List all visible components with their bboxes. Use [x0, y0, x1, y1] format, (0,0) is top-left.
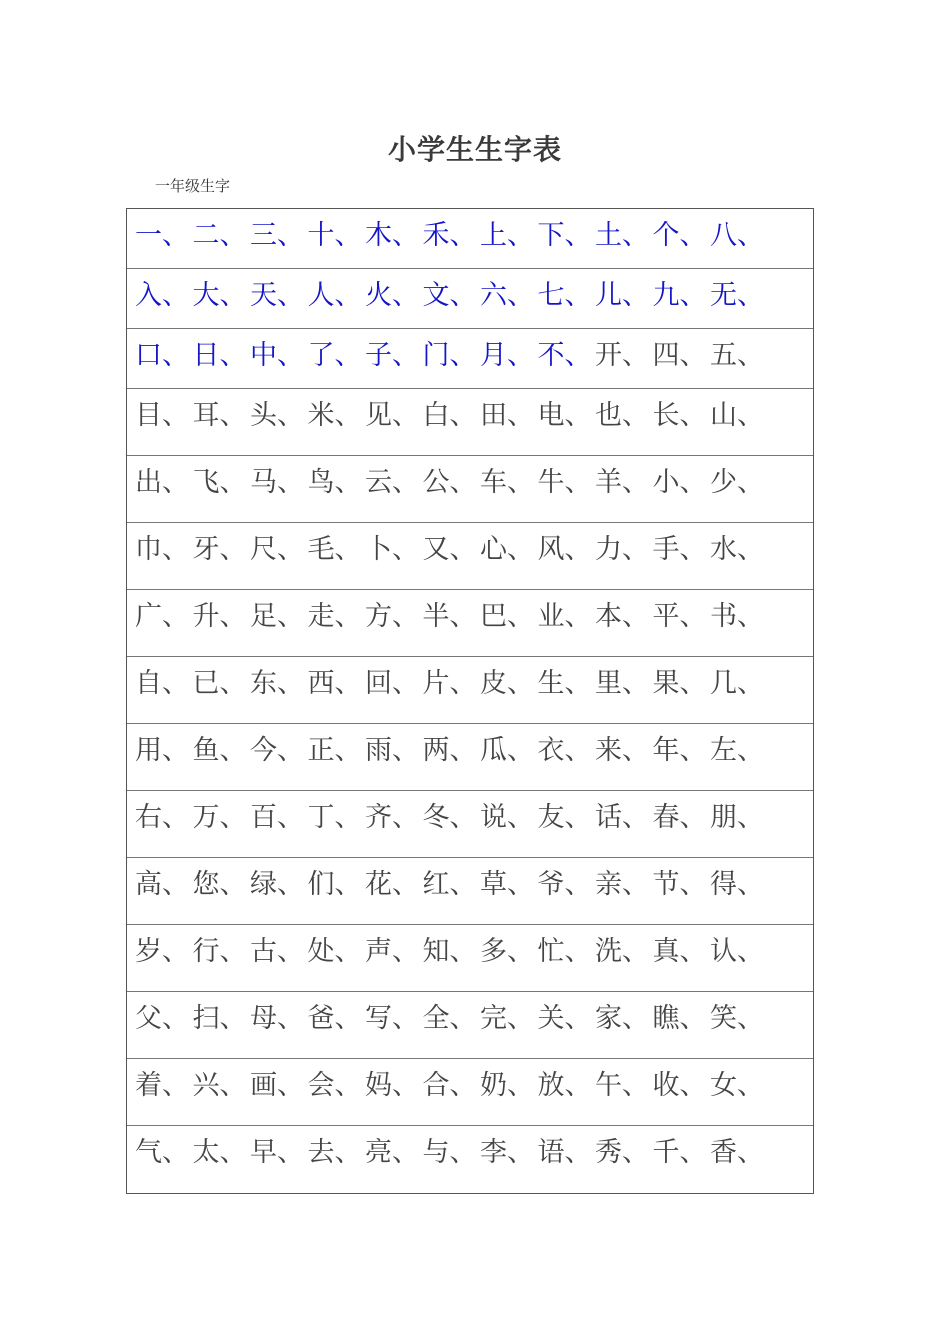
character-cell: 文、 [422, 280, 477, 311]
character-cell: 齐、 [365, 802, 419, 833]
character-cell: 绿、 [250, 869, 304, 900]
character-cell: 兴、 [192, 1070, 247, 1101]
table-row [127, 992, 813, 1059]
character-cell: 年、 [652, 735, 707, 766]
character-cell: 几、 [710, 668, 764, 699]
character-cell: 早、 [250, 1137, 304, 1168]
character-cell: 画、 [250, 1070, 304, 1101]
character-cell: 个、 [652, 220, 707, 251]
character-cell: 一、 [135, 220, 189, 251]
row-gray-chars [135, 732, 768, 770]
character-cell: 业、 [537, 601, 592, 632]
character-cell: 大、 [192, 280, 247, 311]
character-cell: 下、 [537, 220, 592, 251]
character-cell: 十、 [307, 220, 362, 251]
character-cell: 家、 [595, 1003, 649, 1034]
character-cell: 本、 [595, 601, 649, 632]
character-cell: 三、 [250, 220, 304, 251]
character-cell: 古、 [250, 936, 304, 967]
character-cell: 牛、 [537, 467, 592, 498]
character-cell: 得、 [710, 869, 764, 900]
character-cell: 洗、 [595, 936, 649, 967]
table-row [127, 1059, 813, 1126]
character-cell: 衣、 [537, 735, 592, 766]
character-cell: 土、 [595, 220, 649, 251]
character-cell: 人、 [307, 280, 362, 311]
character-cell: 羊、 [595, 467, 649, 498]
character-cell: 走、 [307, 601, 362, 632]
character-cell: 口、 [135, 340, 189, 371]
character-cell: 天、 [250, 280, 304, 311]
character-cell: 放、 [537, 1070, 592, 1101]
character-cell: 尺、 [250, 534, 304, 565]
character-cell: 鸟、 [307, 467, 362, 498]
table-row [127, 724, 813, 791]
character-cell: 开、 [595, 340, 649, 371]
character-cell: 知、 [422, 936, 477, 967]
character-cell: 鱼、 [192, 735, 247, 766]
row-blue-chars [135, 337, 595, 375]
table-row [127, 209, 813, 269]
character-cell: 马、 [250, 467, 304, 498]
character-cell: 瞧、 [652, 1003, 707, 1034]
character-cell: 车、 [480, 467, 534, 498]
character-cell: 飞、 [192, 467, 247, 498]
character-cell: 写、 [365, 1003, 419, 1034]
character-cell: 火、 [365, 280, 419, 311]
row-gray-chars [135, 1000, 768, 1038]
character-cell: 收、 [652, 1070, 707, 1101]
character-cell: 朋、 [710, 802, 764, 833]
character-cell: 七、 [537, 280, 592, 311]
character-cell: 忙、 [537, 936, 592, 967]
character-cell: 见、 [365, 400, 419, 431]
character-cell: 也、 [595, 400, 649, 431]
character-cell: 中、 [250, 340, 304, 371]
character-cell: 高、 [135, 869, 189, 900]
table-row [127, 791, 813, 858]
character-cell: 儿、 [595, 280, 649, 311]
character-cell: 爸、 [307, 1003, 362, 1034]
character-cell: 您、 [192, 869, 247, 900]
character-cell: 无、 [710, 280, 764, 311]
table-row [127, 925, 813, 992]
character-cell: 六、 [480, 280, 534, 311]
table-row [127, 269, 813, 329]
character-cell: 毛、 [307, 534, 362, 565]
character-cell: 妈、 [365, 1070, 419, 1101]
character-cell: 白、 [422, 400, 477, 431]
character-cell: 山、 [710, 400, 764, 431]
character-cell: 日、 [192, 340, 247, 371]
character-cell: 出、 [135, 467, 189, 498]
character-cell: 来、 [595, 735, 649, 766]
character-cell: 今、 [250, 735, 304, 766]
character-cell: 回、 [365, 668, 419, 699]
character-cell: 入、 [135, 280, 189, 311]
character-cell: 关、 [537, 1003, 592, 1034]
character-cell: 冬、 [422, 802, 477, 833]
row-blue-chars [135, 217, 768, 255]
character-cell: 牙、 [192, 534, 247, 565]
character-cell: 九、 [652, 280, 707, 311]
character-cell: 自、 [135, 668, 189, 699]
character-cell: 与、 [422, 1137, 477, 1168]
character-cell: 说、 [480, 802, 534, 833]
character-cell: 门、 [422, 340, 477, 371]
character-cell: 半、 [422, 601, 477, 632]
character-cell: 千、 [652, 1137, 707, 1168]
table-row [127, 590, 813, 657]
row-gray-chars [135, 531, 768, 569]
character-cell: 多、 [480, 936, 534, 967]
character-cell: 里、 [595, 668, 649, 699]
character-cell: 米、 [307, 400, 362, 431]
character-cell: 长、 [652, 400, 707, 431]
character-cell: 手、 [652, 534, 707, 565]
row-gray-chars [135, 397, 768, 435]
character-cell: 巴、 [480, 601, 534, 632]
character-cell: 亲、 [595, 869, 649, 900]
row-gray-chars [135, 799, 768, 837]
table-row [127, 329, 813, 389]
character-cell: 少、 [710, 467, 764, 498]
character-cell: 百、 [250, 802, 304, 833]
row-gray-chars [135, 665, 768, 703]
table-row [127, 657, 813, 724]
character-cell: 雨、 [365, 735, 419, 766]
character-cell: 水、 [710, 534, 764, 565]
character-cell: 八、 [710, 220, 764, 251]
character-cell: 二、 [192, 220, 247, 251]
character-cell: 生、 [537, 668, 592, 699]
character-cell: 行、 [192, 936, 247, 967]
character-cell: 东、 [250, 668, 304, 699]
character-cell: 升、 [192, 601, 247, 632]
row-gray-chars [135, 866, 768, 904]
character-cell: 电、 [537, 400, 592, 431]
character-cell: 丁、 [307, 802, 362, 833]
character-cell: 友、 [537, 802, 592, 833]
character-cell: 公、 [422, 467, 477, 498]
character-cell: 香、 [710, 1137, 764, 1168]
character-cell: 太、 [192, 1137, 247, 1168]
row-gray-chars [135, 464, 768, 502]
character-cell: 话、 [595, 802, 649, 833]
character-cell: 会、 [307, 1070, 362, 1101]
character-cell: 合、 [422, 1070, 477, 1101]
character-cell: 午、 [595, 1070, 649, 1101]
character-cell: 李、 [480, 1137, 534, 1168]
character-cell: 语、 [537, 1137, 592, 1168]
character-cell: 真、 [652, 936, 707, 967]
character-cell: 笑、 [710, 1003, 764, 1034]
character-cell: 正、 [307, 735, 362, 766]
character-cell: 风、 [537, 534, 592, 565]
character-cell: 秀、 [595, 1137, 649, 1168]
character-cell: 心、 [480, 534, 534, 565]
character-cell: 用、 [135, 735, 189, 766]
character-cell: 小、 [652, 467, 707, 498]
character-cell: 足、 [250, 601, 304, 632]
character-cell: 头、 [250, 400, 304, 431]
character-cell: 不、 [537, 340, 592, 371]
character-cell: 木、 [365, 220, 419, 251]
character-cell: 红、 [422, 869, 477, 900]
table-row [127, 1126, 813, 1193]
row-gray-chars [135, 1134, 768, 1172]
character-cell: 气、 [135, 1137, 189, 1168]
character-cell: 果、 [652, 668, 707, 699]
row-gray-chars [135, 598, 768, 636]
character-cell: 草、 [480, 869, 534, 900]
row-gray-chars [595, 337, 768, 375]
character-cell: 月、 [480, 340, 534, 371]
character-cell: 片、 [422, 668, 477, 699]
table-row [127, 389, 813, 456]
table-row [127, 456, 813, 523]
character-cell: 书、 [710, 601, 764, 632]
character-cell: 女、 [710, 1070, 764, 1101]
character-cell: 完、 [480, 1003, 534, 1034]
character-cell: 力、 [595, 534, 649, 565]
character-cell: 目、 [135, 400, 189, 431]
grade-subtitle: 一年级生字 [155, 177, 231, 195]
row-gray-chars [135, 933, 768, 971]
character-cell: 田、 [480, 400, 534, 431]
character-cell: 声、 [365, 936, 419, 967]
character-cell: 禾、 [422, 220, 477, 251]
character-cell: 巾、 [135, 534, 189, 565]
character-cell: 扫、 [192, 1003, 247, 1034]
character-cell: 节、 [652, 869, 707, 900]
character-cell: 岁、 [135, 936, 189, 967]
character-cell: 着、 [135, 1070, 189, 1101]
row-blue-chars [135, 277, 768, 315]
character-cell: 处、 [307, 936, 362, 967]
character-cell: 云、 [365, 467, 419, 498]
character-cell: 父、 [135, 1003, 189, 1034]
page-title: 小学生生字表 [387, 133, 562, 166]
character-cell: 奶、 [480, 1070, 534, 1101]
character-cell: 卜、 [365, 534, 419, 565]
character-cell: 去、 [307, 1137, 362, 1168]
character-cell: 认、 [710, 936, 764, 967]
character-cell: 上、 [480, 220, 534, 251]
character-cell: 右、 [135, 802, 189, 833]
character-cell: 左、 [710, 735, 764, 766]
character-cell: 已、 [192, 668, 247, 699]
character-cell: 万、 [192, 802, 247, 833]
character-cell: 们、 [307, 869, 362, 900]
character-cell: 爷、 [537, 869, 592, 900]
character-cell: 子、 [365, 340, 419, 371]
character-cell: 耳、 [192, 400, 247, 431]
character-cell: 两、 [422, 735, 477, 766]
row-gray-chars [135, 1067, 768, 1105]
character-cell: 广、 [135, 601, 189, 632]
table-row [127, 858, 813, 925]
character-cell: 春、 [652, 802, 707, 833]
character-cell: 亮、 [365, 1137, 419, 1168]
character-cell: 瓜、 [480, 735, 534, 766]
character-cell: 皮、 [480, 668, 534, 699]
character-cell: 四、 [652, 340, 707, 371]
character-cell: 了、 [307, 340, 362, 371]
character-cell: 全、 [422, 1003, 477, 1034]
character-cell: 方、 [365, 601, 419, 632]
character-cell: 五、 [710, 340, 764, 371]
character-cell: 花、 [365, 869, 419, 900]
character-cell: 母、 [250, 1003, 304, 1034]
character-cell: 西、 [307, 668, 362, 699]
table-row [127, 523, 813, 590]
character-cell: 平、 [652, 601, 707, 632]
character-cell: 又、 [422, 534, 477, 565]
character-table [126, 208, 814, 1194]
